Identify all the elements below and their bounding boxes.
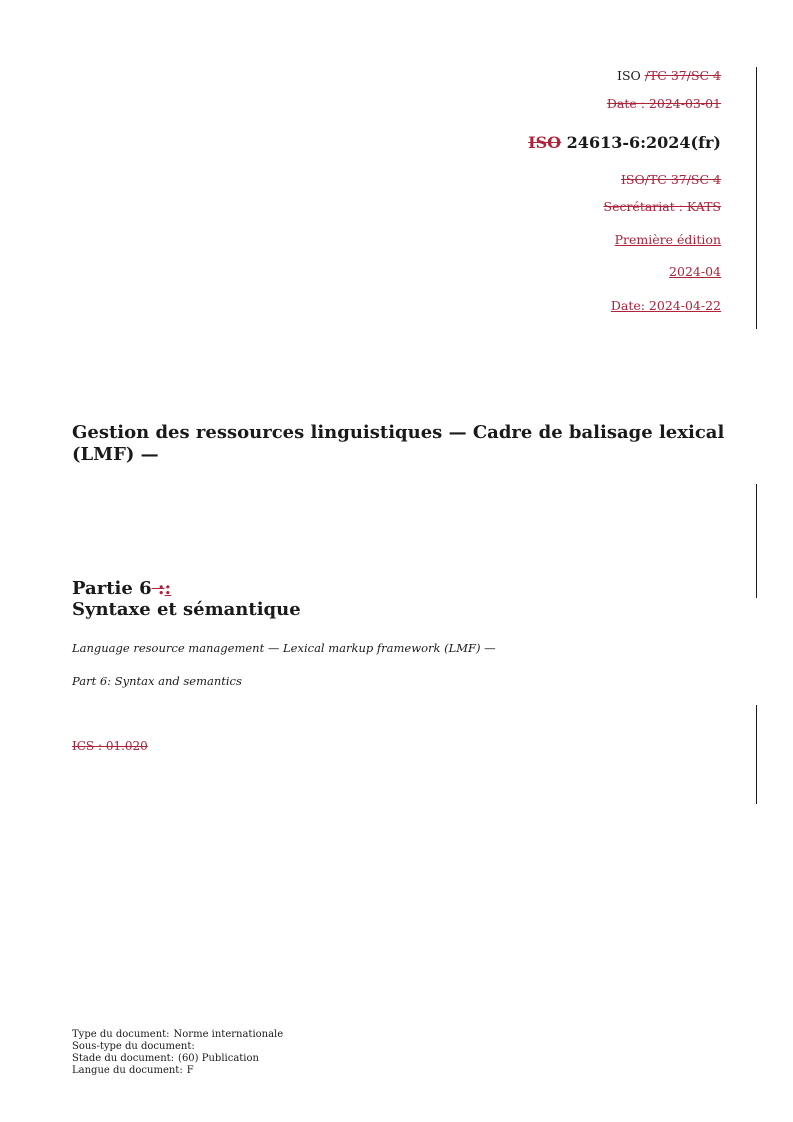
draft-date-deleted: Date : 2024-03-01	[606, 96, 721, 111]
change-bar-header	[756, 67, 757, 329]
draft-date	[607, 96, 721, 111]
meta-stage-label: Stade du document:	[72, 1053, 175, 1064]
standard-prefix-deleted: ISO	[528, 133, 562, 152]
meta-stage-value: (60) Publication	[178, 1053, 259, 1064]
part-separator-inserted: :	[164, 578, 172, 599]
publication-date	[611, 298, 721, 313]
edition-inserted: Première édition	[614, 232, 721, 247]
committee-deleted: /TC 37/SC 4	[644, 68, 721, 83]
secretariat-deleted: Secrétariat : KATS	[603, 199, 721, 214]
ics-code	[72, 739, 148, 753]
meta-language	[72, 1065, 283, 1077]
meta-stage	[72, 1053, 283, 1065]
date-inserted: Date: 2024-04-22	[610, 298, 721, 313]
meta-type-value: Norme internationale	[173, 1029, 284, 1040]
change-bar-title	[756, 484, 757, 598]
part-label: Partie 6	[72, 578, 152, 599]
committee-prefix: ISO	[617, 68, 641, 83]
meta-type-label: Type du document:	[72, 1029, 170, 1040]
standard-number: 24613-6:2024(fr)	[566, 133, 721, 152]
committee-line-2	[621, 172, 721, 187]
committee-line	[617, 68, 721, 83]
part-subtitle-fr: Syntaxe et sémantique	[72, 599, 301, 620]
meta-type	[72, 1029, 283, 1041]
document-title-fr: Gestion des ressources linguistiques — Cadre de balisage lexical (LMF) —	[72, 422, 725, 465]
part-heading	[72, 578, 171, 600]
meta-language-label: Langue du document:	[72, 1065, 183, 1076]
change-bar-ics	[756, 705, 757, 804]
publication-year	[669, 264, 721, 279]
part-separator-deleted: :	[151, 578, 165, 599]
part-title-en: Part 6: Syntax and semantics	[72, 674, 242, 688]
document-title-en: Language resource management — Lexical markup framework (LMF) —	[72, 641, 496, 655]
standard-reference	[528, 133, 721, 152]
meta-language-value: F	[186, 1065, 194, 1076]
committee-line-deleted: ISO/TC 37/SC 4	[620, 172, 721, 187]
meta-subtype-label: Sous-type du document:	[72, 1041, 195, 1052]
ics-deleted: ICS : 01.020	[72, 739, 148, 753]
meta-subtype	[72, 1041, 283, 1053]
document-metadata	[72, 1029, 283, 1077]
edition	[615, 232, 721, 247]
secretariat	[604, 199, 722, 214]
year-inserted: 2024-04	[669, 264, 721, 279]
